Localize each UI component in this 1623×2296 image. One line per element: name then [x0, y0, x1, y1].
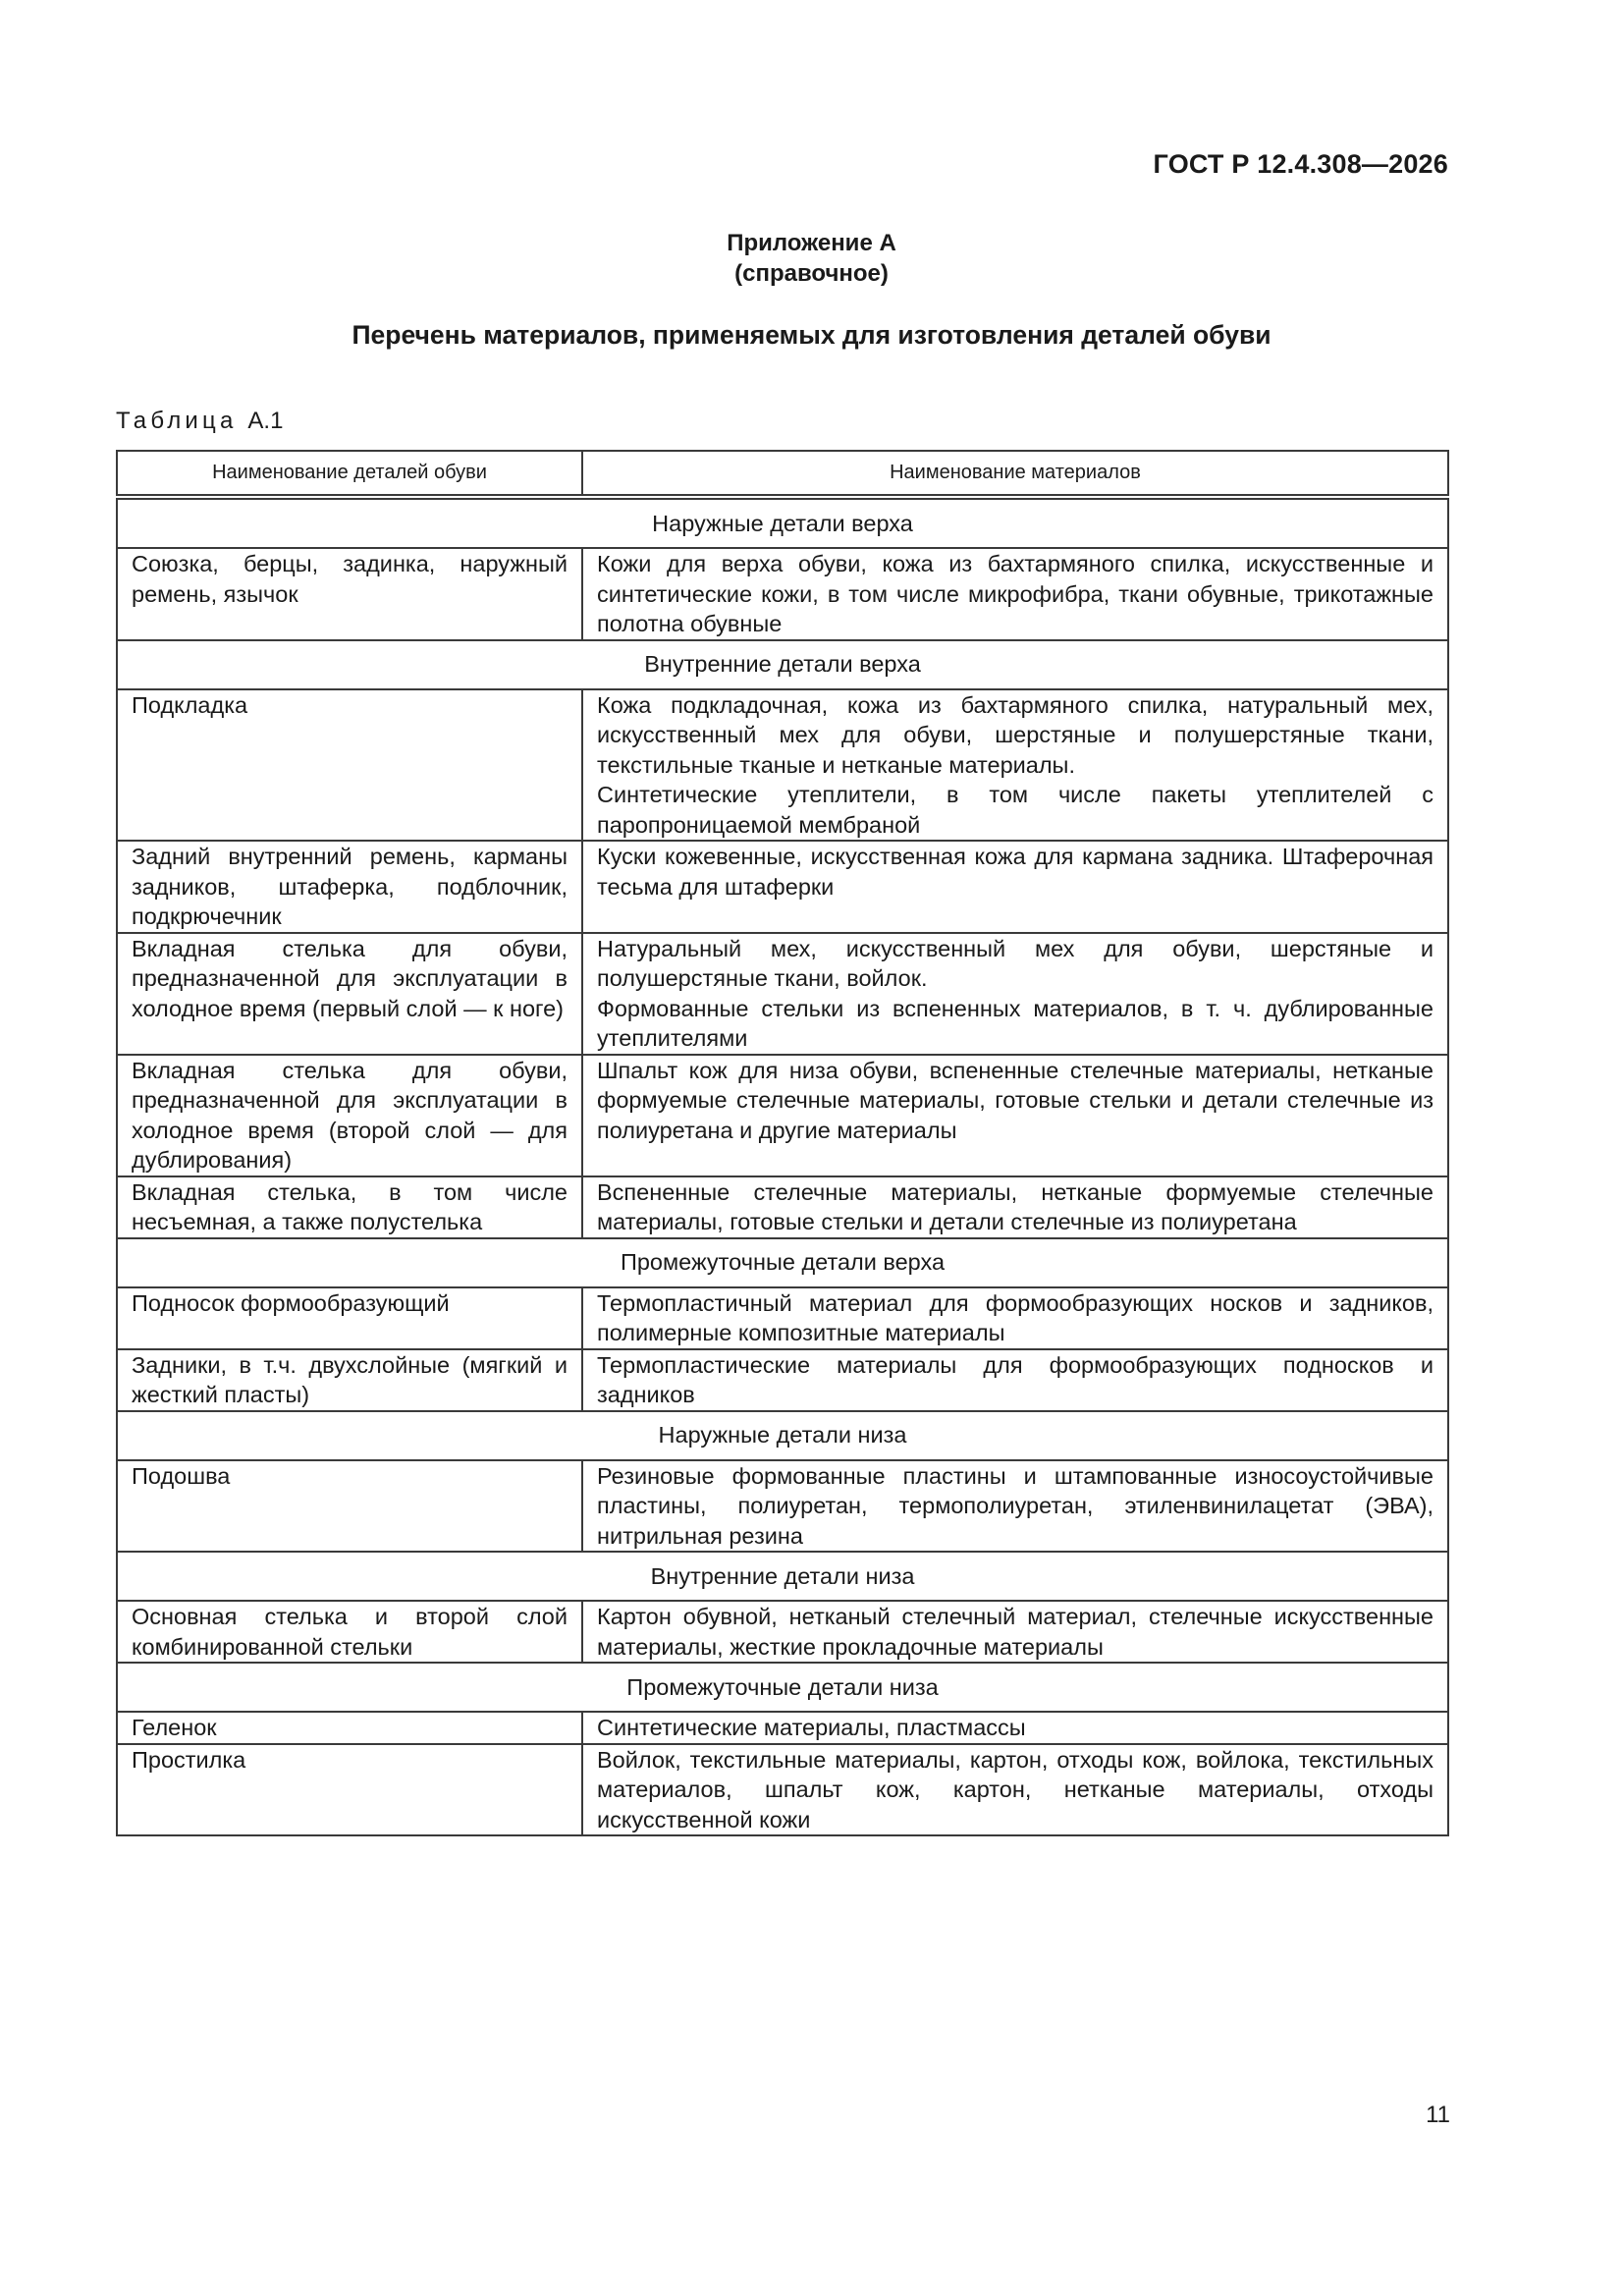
table-header-row [117, 451, 1448, 497]
table-row [117, 1349, 1448, 1411]
section-row [117, 640, 1448, 689]
document-code: ГОСТ Р 12.4.308—2026 [1153, 149, 1448, 179]
materials-paragraph: Войлок, текстильные материалы, картон, отходы кож, войлока, текстильных материалов, шпальт кож, картон, нетканые материалы, отходы искусственной кожи [597, 1746, 1434, 1832]
part-name-cell: Задний внутренний ремень, карманы задников, штаферка, подблочник, подкрючечник [117, 841, 582, 933]
materials-cell [582, 1460, 1448, 1553]
materials-cell [582, 933, 1448, 1055]
part-name-cell: Подошва [117, 1460, 582, 1553]
materials-paragraph: Куски кожевенные, искусственная кожа для кармана задника. Штаферочная тесьма для штаферки [597, 844, 1434, 900]
table-row [117, 841, 1448, 933]
materials-cell [582, 1349, 1448, 1411]
materials-paragraph: Кожи для верха обуви, кожа из бахтармяного спилка, искусственные и синтетические кожи, в том числе микрофибра, ткани обувные, трикотажные полотна обувные [597, 551, 1434, 636]
materials-paragraph: Термопластичный материал для формообразующих носков и задников, полимерные композитные материалы [597, 1289, 1434, 1345]
materials-paragraph: Натуральный мех, искусственный мех для обуви, шерстяные и полушерстяные ткани, войлок. [597, 935, 1434, 991]
table-row [117, 1744, 1448, 1836]
appendix-heading [0, 228, 1623, 289]
table-row [117, 548, 1448, 640]
table-row [117, 1460, 1448, 1553]
appendix-title: Приложение А [727, 230, 896, 256]
materials-cell [582, 1287, 1448, 1349]
section-row [117, 497, 1448, 548]
materials-paragraph: Резиновые формованные пластины и штампованные износоустойчивые пластины, полиуретан, термополиуретан, этиленвинилацетат (ЭВА), нитрильная резина [597, 1462, 1434, 1549]
part-name-cell: Вкладная стелька для обуви, предназначенной для эксплуатации в холодное время (первый слой — к ноге) [117, 933, 582, 1055]
section-row [117, 1411, 1448, 1460]
section-row [117, 1663, 1448, 1712]
materials-cell [582, 548, 1448, 640]
column-header-materials: Наименование материалов [582, 451, 1448, 497]
main-title: Перечень материалов, применяемых для изготовления деталей обуви [352, 320, 1271, 350]
section-title: Промежуточные детали низа [117, 1663, 1448, 1712]
section-title: Внутренние детали низа [117, 1552, 1448, 1601]
section-title: Наружные детали верха [117, 497, 1448, 548]
materials-paragraph: Термопластические материалы для формообразующих подносков и задников [597, 1351, 1434, 1407]
page-number: 11 [1426, 2102, 1450, 2128]
section-row [117, 1552, 1448, 1601]
table-row [117, 1287, 1448, 1349]
table-row [117, 933, 1448, 1055]
table-row [117, 1176, 1448, 1238]
part-name-cell: Вкладная стелька для обуви, предназначенной для эксплуатации в холодное время (второй слой — для дублирования) [117, 1055, 582, 1176]
materials-cell [582, 1055, 1448, 1176]
materials-cell [582, 1744, 1448, 1836]
table-row [117, 1712, 1448, 1744]
section-title: Промежуточные детали верха [117, 1238, 1448, 1287]
materials-paragraph: Вспененные стелечные материалы, нетканые формуемые стелечные материалы, готовые стельки и детали стелечные из полиуретана [597, 1178, 1434, 1234]
part-name-cell: Вкладная стелька, в том числе несъемная, а также полустелька [117, 1176, 582, 1238]
materials-cell [582, 1176, 1448, 1238]
materials-cell [582, 841, 1448, 933]
table-row [117, 1601, 1448, 1663]
part-name-cell: Союзка, берцы, задинка, наружный ремень, язычок [117, 548, 582, 640]
section-title: Наружные детали низа [117, 1411, 1448, 1460]
materials-paragraph: Формованные стельки из вспененных материалов, в т. ч. дублированные утеплителями [597, 995, 1434, 1051]
table-row [117, 1055, 1448, 1176]
column-header-parts: Наименование деталей обуви [117, 451, 582, 497]
appendix-kind: (справочное) [734, 260, 889, 287]
part-name-cell: Геленок [117, 1712, 582, 1744]
section-row [117, 1238, 1448, 1287]
materials-paragraph: Синтетические материалы, пластмассы [597, 1715, 1026, 1740]
materials-paragraph: Кожа подкладочная, кожа из бахтармяного спилка, натуральный мех, искусственный мех для обуви, шерстяные и полушерстяные ткани, текстильные тканые и нетканые материалы. [597, 691, 1434, 778]
part-name-cell: Задники, в т.ч. двухслойные (мягкий и жесткий пласты) [117, 1349, 582, 1411]
materials-cell [582, 689, 1448, 842]
part-name-cell: Подносок формообразующий [117, 1287, 582, 1349]
part-name-cell: Подкладка [117, 689, 582, 842]
materials-table [116, 450, 1449, 1836]
table-row [117, 689, 1448, 842]
materials-paragraph: Синтетические утеплители, в том числе пакеты утеплителей с паропроницаемой мембраной [597, 782, 1434, 838]
part-name-cell: Основная стелька и второй слой комбинированной стельки [117, 1601, 582, 1663]
table-caption [116, 408, 283, 435]
materials-cell [582, 1601, 1448, 1663]
section-title: Внутренние детали верха [117, 640, 1448, 689]
materials-paragraph: Шпальт кож для низа обуви, вспененные стелечные материалы, нетканые формуемые стелечные материалы, готовые стельки и детали стелечные из полиуретана и другие материалы [597, 1057, 1434, 1143]
materials-paragraph: Картон обувной, нетканый стелечный материал, стелечные искусственные материалы, жесткие прокладочные материалы [597, 1604, 1434, 1660]
part-name-cell: Простилка [117, 1744, 582, 1836]
materials-cell [582, 1712, 1448, 1744]
table-body [117, 497, 1448, 1835]
table-caption-word: Таблица [116, 408, 238, 434]
table-caption-number: А.1 [247, 408, 284, 434]
